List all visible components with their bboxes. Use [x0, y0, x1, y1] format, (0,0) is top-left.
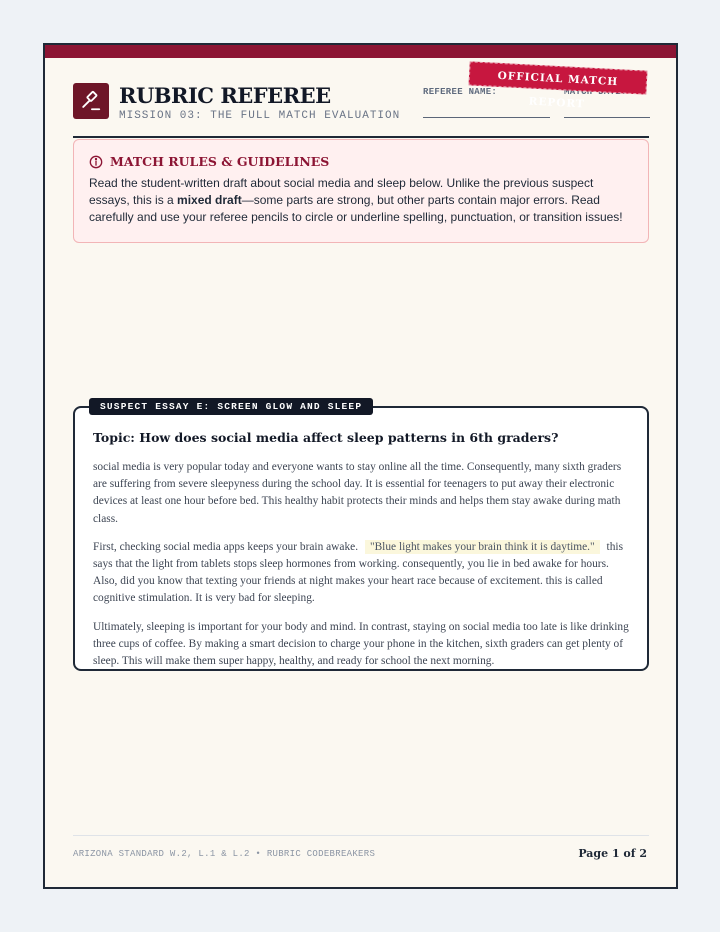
- footer-divider: [73, 835, 649, 836]
- highlighted-quote: "Blue light makes your brain think it is daytime.": [365, 540, 600, 554]
- essay-card: [73, 401, 649, 671]
- logo-badge: [73, 83, 109, 119]
- match-date-field[interactable]: [564, 117, 650, 118]
- referee-name-label: REFEREE NAME:: [423, 87, 498, 97]
- rules-text: Read the student-written draft about social media and sleep below. Unlike the previous suspect essays, this is a mixed draft—some parts are strong, but other parts contain major errors. Read carefully and use your referee pencils to circle or underline spelling, punctuation, or transition issues!: [89, 176, 623, 224]
- info-icon: [89, 155, 103, 169]
- essay-tag: SUSPECT ESSAY E: SCREEN GLOW AND SLEEP: [89, 398, 373, 415]
- mixed-draft-emphasis: mixed draft: [177, 193, 242, 207]
- essay-paragraph-3: Ultimately, sleeping is important for your body and mind. In contrast, staying on social media too late is like drinking three cups of coffee. By making a smart decision to charge your phone in the kitchen, sixth graders can get plenty of sleep. This will make them super happy, healthy, and ready for school the next morning.: [93, 620, 629, 668]
- essay-topic: Topic: How does social media affect sleep patterns in 6th graders?: [93, 430, 559, 445]
- worksheet-page: [43, 43, 678, 889]
- essay-paragraph-1: social media is very popular today and everyone wants to stay online all the time. Consequently, many sixth graders are suffering from severe sleepyness during the school day. It is essential for teenagers to put away their electronic devices at least one hour before bed. This healthy habit protects their minds and helps them stay awake during math class.: [93, 461, 622, 525]
- gavel-icon: [80, 90, 102, 112]
- rules-panel: [73, 139, 649, 243]
- page-title: RUBRIC REFEREE: [119, 83, 331, 108]
- page-number: Page 1 of 2: [578, 847, 647, 860]
- top-accent-bar: [45, 45, 676, 58]
- footer-standard: ARIZONA STANDARD W.2, L.1 & L.2 • RUBRIC CODEBREAKERS: [73, 849, 376, 859]
- page-subtitle: MISSION 03: THE FULL MATCH EVALUATION: [119, 110, 401, 122]
- official-report-stamp: OFFICIAL MATCH REPORT: [468, 61, 647, 94]
- header-divider: [73, 136, 649, 138]
- essay-paragraph-2: First, checking social media apps keeps your brain awake. "Blue light makes your brain think it is daytime." this says that the light from tablets stops sleep hormones from working. consequently, you lie in bed awake for hours. Also, did you know that texting your friends at night makes your heart race because of excitement. this is called cognitive stimulation. It is very bad for sleeping.: [93, 540, 624, 605]
- referee-name-field[interactable]: [423, 117, 550, 118]
- rules-title: MATCH RULES & GUIDELINES: [110, 154, 330, 169]
